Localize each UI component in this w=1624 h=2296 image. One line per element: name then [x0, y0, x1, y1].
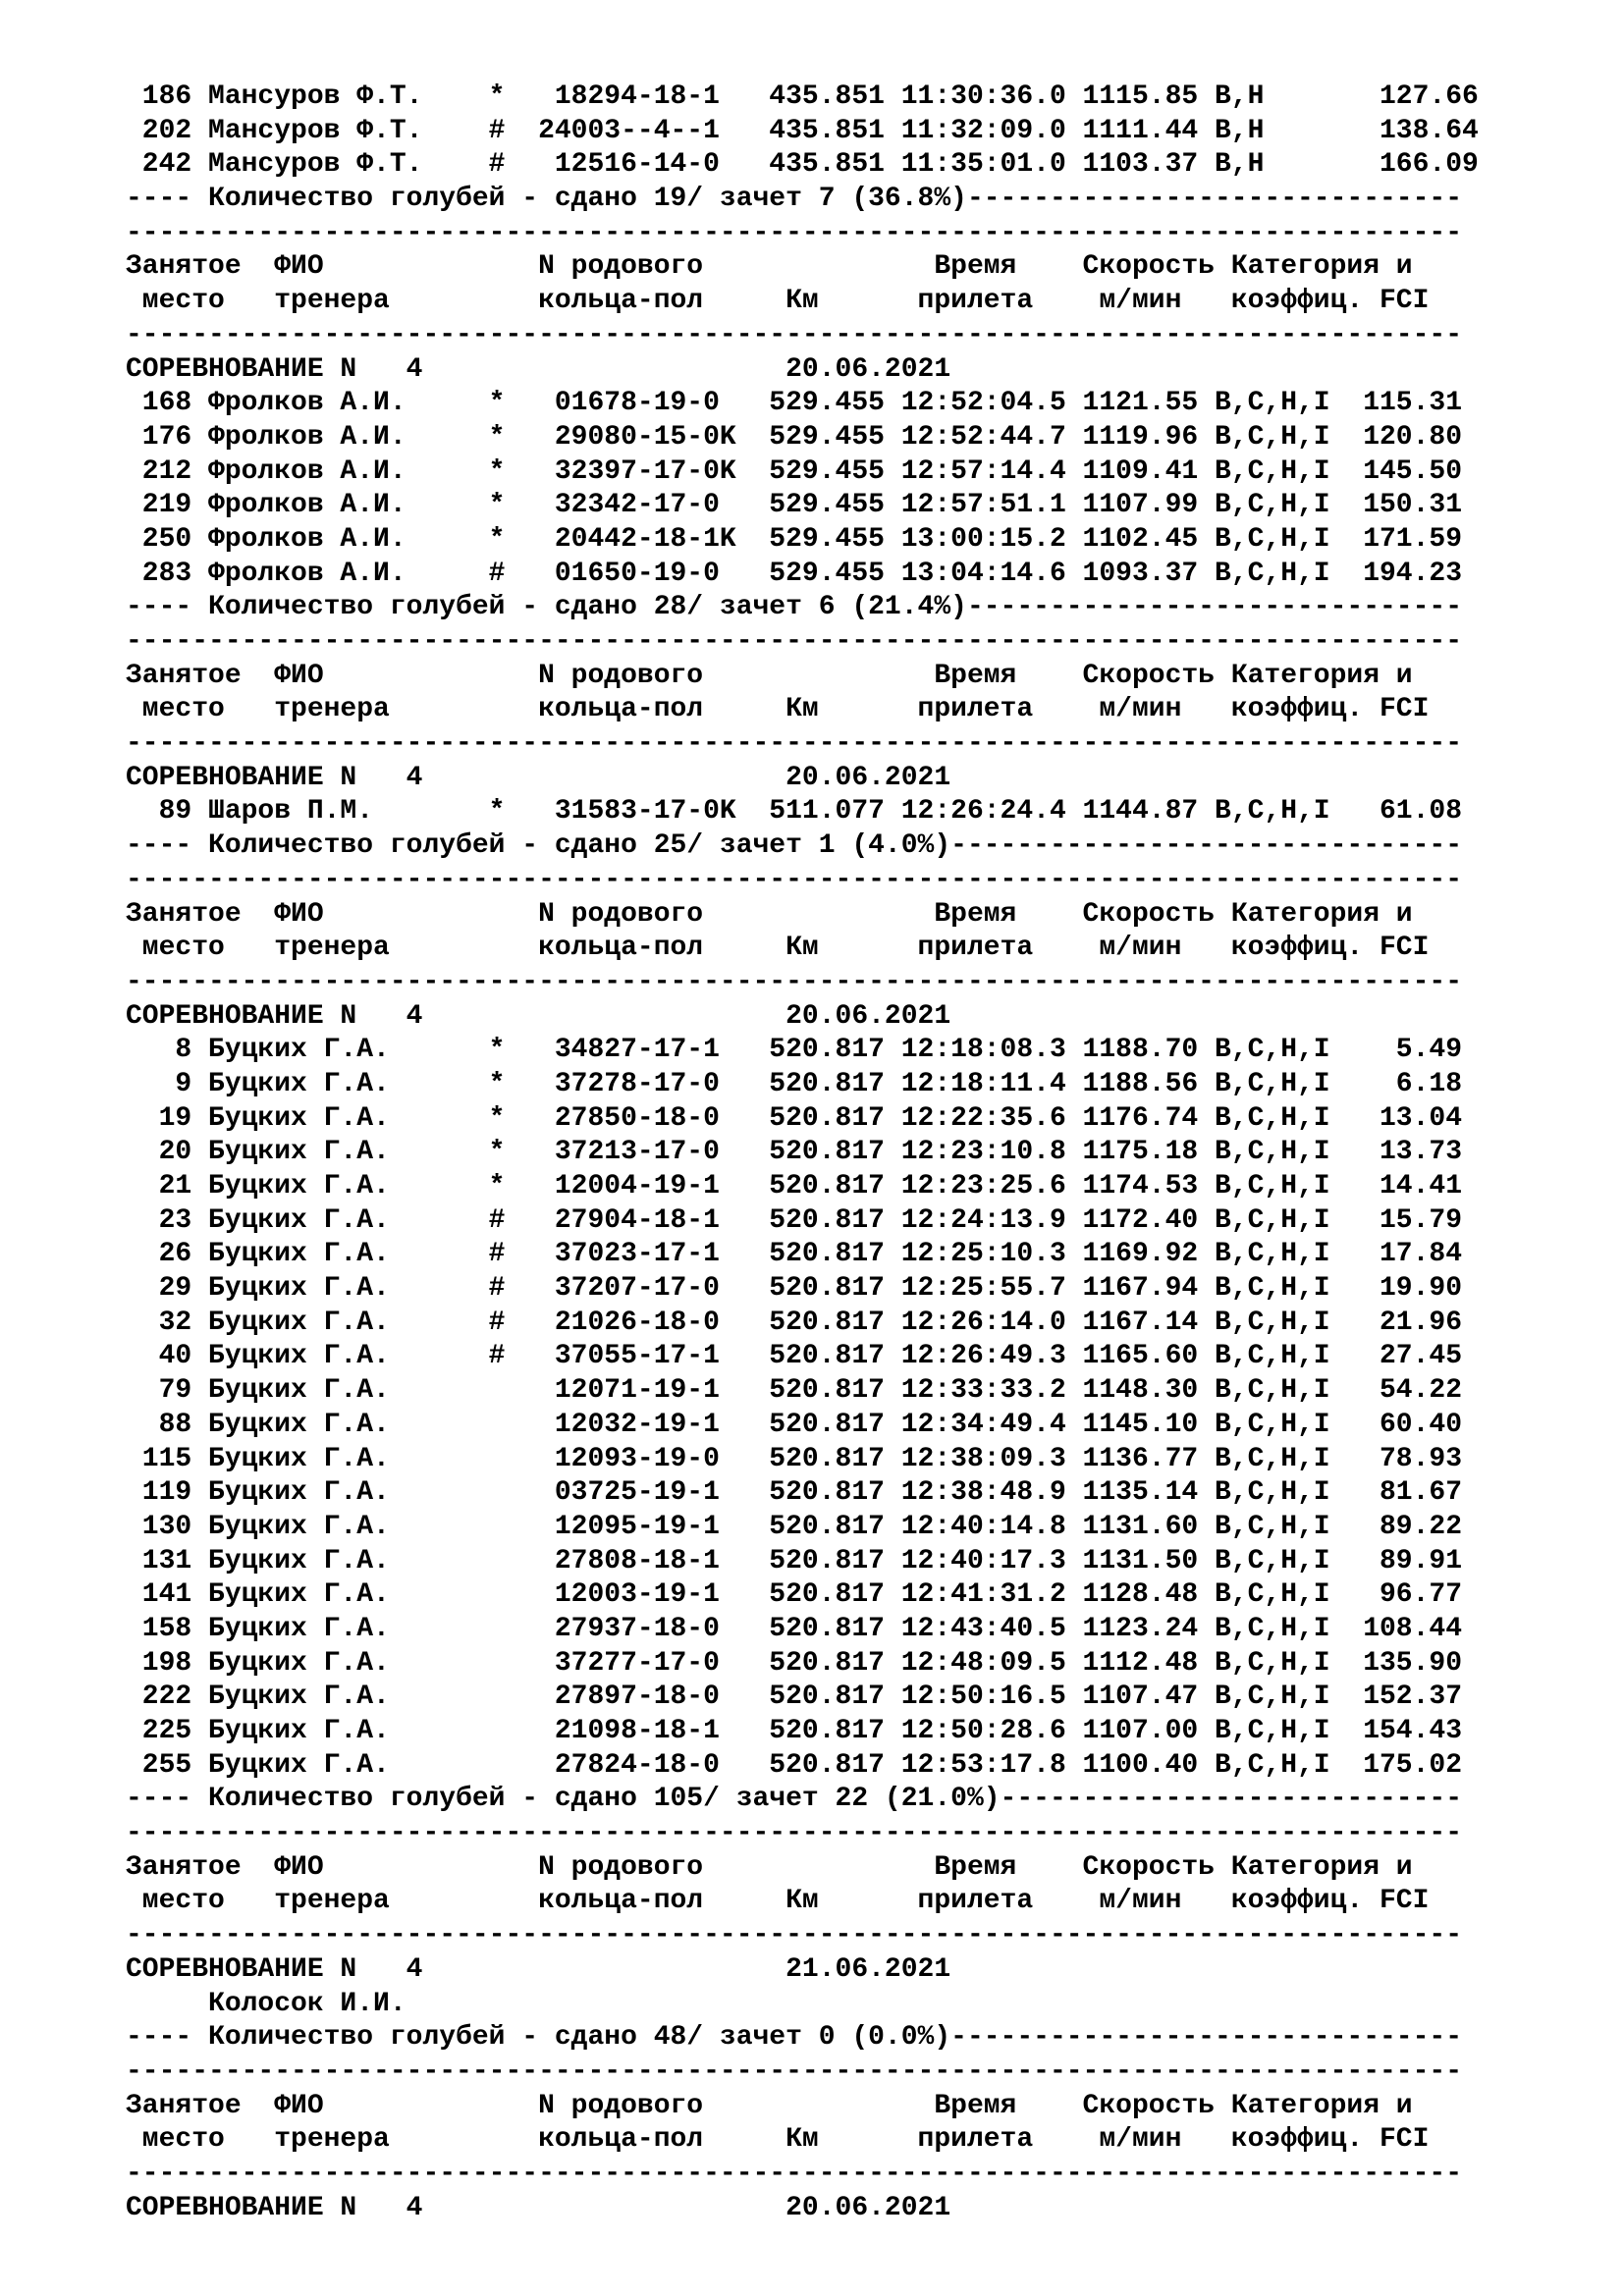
report-line: ---- Количество голубей - сдано 105/ зачет 22 (21.0%)---------------------------- [126, 1784, 1463, 1815]
report-line: --------------------------------------------------------------------------------- [126, 1818, 1463, 1849]
report-line: --------------------------------------------------------------------------------- [126, 864, 1463, 895]
report-line: 19 Буцких Г.А. * 27850-18-0 520.817 12:22:35.6 1176.74 B,C,H,I 13.04 [126, 1102, 1463, 1134]
report-line: СОРЕВНОВАНИЕ N 4 20.06.2021 [126, 762, 951, 793]
report-line: место тренера кольца-пол Км прилета м/мин коэффиц. FCI [126, 2124, 1430, 2156]
report-line: 250 Фролков А.И. * 20442-18-1K 529.455 13:00:15.2 1102.45 B,C,H,I 171.59 [126, 523, 1463, 555]
report-line: Занятое ФИО N родового Время Скорость Категория и [126, 660, 1413, 691]
report-line: 119 Буцких Г.А. 03725-19-1 520.817 12:38:48.9 1135.14 B,C,H,I 81.67 [126, 1477, 1463, 1509]
report-line: 283 Фролков А.И. # 01650-19-0 529.455 13:04:14.6 1093.37 B,C,H,I 194.23 [126, 558, 1463, 589]
report-line: 21 Буцких Г.А. * 12004-19-1 520.817 12:23:25.6 1174.53 B,C,H,I 14.41 [126, 1171, 1463, 1201]
report-line: 219 Фролков А.И. * 32342-17-0 529.455 12:57:51.1 1107.99 B,C,H,I 150.31 [126, 490, 1463, 521]
report-line: 255 Буцких Г.А. 27824-18-0 520.817 12:53:17.8 1100.40 B,C,H,I 175.02 [126, 1749, 1463, 1781]
report-line: СОРЕВНОВАНИЕ N 4 20.06.2021 [126, 1000, 951, 1032]
report-line: --------------------------------------------------------------------------------- [126, 966, 1463, 997]
report-line: --------------------------------------------------------------------------------- [126, 728, 1463, 760]
report-line: 212 Фролков А.И. * 32397-17-0K 529.455 12:57:14.4 1109.41 B,C,H,I 145.50 [126, 455, 1463, 487]
report-line: ---- Количество голубей - сдано 19/ зачет 7 (36.8%)------------------------------ [126, 184, 1463, 215]
report-line: ---- Количество голубей - сдано 25/ зачет 1 (4.0%)------------------------------- [126, 830, 1463, 862]
report-line: --------------------------------------------------------------------------------- [126, 2056, 1463, 2087]
report-line: 23 Буцких Г.А. # 27904-18-1 520.817 12:24:13.9 1172.40 B,C,H,I 15.79 [126, 1204, 1463, 1236]
report-line: 32 Буцких Г.А. # 21026-18-0 520.817 12:26:14.0 1167.14 B,C,H,I 21.96 [126, 1307, 1463, 1338]
report-line: 89 Шаров П.М. * 31583-17-0K 511.077 12:26:24.4 1144.87 B,C,H,I 61.08 [126, 796, 1463, 828]
report-line: --------------------------------------------------------------------------------- [126, 626, 1463, 657]
report-line: 29 Буцких Г.А. # 37207-17-0 520.817 12:25:55.7 1167.94 B,C,H,I 19.90 [126, 1273, 1463, 1305]
report-line: 8 Буцких Г.А. * 34827-17-1 520.817 12:18:08.3 1188.70 B,C,H,I 5.49 [126, 1035, 1463, 1066]
report-line: 202 Мансуров Ф.Т. # 24003--4--1 435.851 11:32:09.0 1111.44 B,H 138.64 [126, 115, 1479, 146]
report-line: 242 Мансуров Ф.Т. # 12516-14-0 435.851 11:35:01.0 1103.37 B,H 166.09 [126, 149, 1479, 181]
report-line: Занятое ФИО N родового Время Скорость Категория и [126, 898, 1413, 930]
report-line: --------------------------------------------------------------------------------- [126, 2158, 1463, 2189]
report-line: ---- Количество голубей - сдано 48/ зачет 0 (0.0%)------------------------------- [126, 2022, 1463, 2054]
report-line: 130 Буцких Г.А. 12095-19-1 520.817 12:40:14.8 1131.60 B,C,H,I 89.22 [126, 1511, 1463, 1542]
report-line: 176 Фролков А.И. * 29080-15-0K 529.455 12:52:44.7 1119.96 B,C,H,I 120.80 [126, 421, 1463, 453]
report-line: место тренера кольца-пол Км прилета м/мин коэффиц. FCI [126, 1886, 1430, 1917]
report-line: 168 Фролков А.И. * 01678-19-0 529.455 12:52:04.5 1121.55 B,C,H,I 115.31 [126, 388, 1463, 419]
report-line: --------------------------------------------------------------------------------- [126, 217, 1463, 248]
report-line: 186 Мансуров Ф.Т. * 18294-18-1 435.851 11:30:36.0 1115.85 B,H 127.66 [126, 81, 1479, 112]
report-line: место тренера кольца-пол Км прилета м/мин коэффиц. FCI [126, 286, 1430, 317]
report-line: 9 Буцких Г.А. * 37278-17-0 520.817 12:18:11.4 1188.56 B,C,H,I 6.18 [126, 1068, 1463, 1099]
report-line: 88 Буцких Г.А. 12032-19-1 520.817 12:34:49.4 1145.10 B,C,H,I 60.40 [126, 1409, 1463, 1440]
report-line: место тренера кольца-пол Км прилета м/мин коэффиц. FCI [126, 933, 1430, 964]
report-line: 225 Буцких Г.А. 21098-18-1 520.817 12:50:28.6 1107.00 B,C,H,I 154.43 [126, 1716, 1463, 1746]
report-line: Колосок И.И. [126, 1988, 406, 2019]
report-line: 26 Буцких Г.А. # 37023-17-1 520.817 12:25:10.3 1169.92 B,C,H,I 17.84 [126, 1239, 1463, 1270]
report-line: Занятое ФИО N родового Время Скорость Категория и [126, 2090, 1413, 2121]
report-line: 222 Буцких Г.А. 27897-18-0 520.817 12:50:16.5 1107.47 B,C,H,I 152.37 [126, 1682, 1463, 1713]
report-line: 115 Буцких Г.А. 12093-19-0 520.817 12:38:09.3 1136.77 B,C,H,I 78.93 [126, 1443, 1463, 1474]
report-line: 79 Буцких Г.А. 12071-19-1 520.817 12:33:33.2 1148.30 B,C,H,I 54.22 [126, 1375, 1463, 1407]
report-line: 131 Буцких Г.А. 27808-18-1 520.817 12:40:17.3 1131.50 B,C,H,I 89.91 [126, 1545, 1463, 1576]
report-line: 198 Буцких Г.А. 37277-17-0 520.817 12:48:09.5 1112.48 B,C,H,I 135.90 [126, 1647, 1463, 1679]
report-line: место тренера кольца-пол Км прилета м/мин коэффиц. FCI [126, 694, 1430, 725]
report-line: Занятое ФИО N родового Время Скорость Категория и [126, 251, 1413, 283]
report-line: 141 Буцких Г.А. 12003-19-1 520.817 12:41:31.2 1128.48 B,C,H,I 96.77 [126, 1579, 1463, 1611]
report-line: СОРЕВНОВАНИЕ N 4 20.06.2021 [126, 2192, 951, 2223]
report-line: СОРЕВНОВАНИЕ N 4 21.06.2021 [126, 1953, 951, 1985]
report-line: 40 Буцких Г.А. # 37055-17-1 520.817 12:26:49.3 1165.60 B,C,H,I 27.45 [126, 1341, 1463, 1372]
results-printout [126, 80, 1479, 2225]
report-line: СОРЕВНОВАНИЕ N 4 20.06.2021 [126, 353, 951, 385]
report-line: Занятое ФИО N родового Время Скорость Категория и [126, 1851, 1413, 1883]
report-line: ---- Количество голубей - сдано 28/ зачет 6 (21.4%)------------------------------ [126, 592, 1463, 623]
report-line: --------------------------------------------------------------------------------- [126, 1920, 1463, 1951]
report-line: 158 Буцких Г.А. 27937-18-0 520.817 12:43:40.5 1123.24 B,C,H,I 108.44 [126, 1613, 1463, 1644]
report-line: --------------------------------------------------------------------------------- [126, 319, 1463, 350]
report-line: 20 Буцких Г.А. * 37213-17-0 520.817 12:23:10.8 1175.18 B,C,H,I 13.73 [126, 1137, 1463, 1168]
